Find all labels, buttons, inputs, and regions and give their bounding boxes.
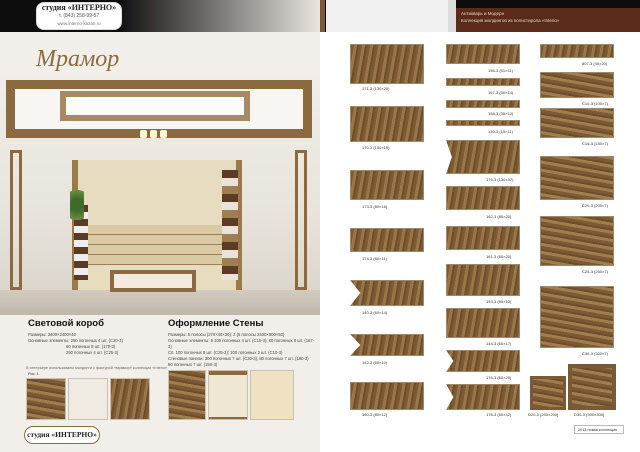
- product-label: 176-3 (60×29): [486, 375, 512, 380]
- header-separator: [448, 0, 456, 32]
- product-tile[interactable]: [446, 186, 520, 210]
- figure-label: Рис. 1: [28, 372, 39, 376]
- thumbnail-marble[interactable]: [250, 370, 294, 420]
- floor: [0, 290, 320, 315]
- product-label: D20-3 (200×200): [528, 412, 559, 417]
- bullet-item: 60 погонных 8 шт. (170-3): [66, 344, 116, 349]
- bullet-item: Размеры: 5 полосы (270×40×30); 2 (5 полосы 2400×900×50): [168, 332, 285, 337]
- lamp: [140, 130, 147, 138]
- product-label: 158-3 (35×10): [488, 111, 514, 116]
- product-tile[interactable]: [568, 364, 616, 410]
- product-label: C20-3 (200×7): [582, 203, 608, 208]
- header-logo[interactable]: [36, 2, 122, 30]
- lamp: [150, 130, 157, 138]
- product-label: 161-3 (60×20): [486, 254, 512, 259]
- product-label: C15-3 (150×7): [582, 141, 608, 146]
- bullet-item: 90 погонных 7 шт. (150-3): [168, 362, 218, 367]
- section-title-light-box: Световой короб: [28, 318, 104, 329]
- collection-note-line-1: Антикварь и Модерн: [461, 11, 505, 16]
- bullet-item: 250 погонных 4 шт. (C25-3): [66, 350, 119, 355]
- product-label: 807-3 (40×20): [582, 61, 608, 66]
- side-panel-left: [10, 150, 22, 290]
- product-tile[interactable]: [530, 376, 566, 410]
- console-table: [110, 270, 196, 292]
- collection-note: [456, 8, 640, 32]
- logo-phone: т. (843) 258-99-57: [58, 13, 100, 19]
- bullet-item: Размеры: 3400×2400×40: [28, 332, 76, 337]
- product-tile[interactable]: [540, 44, 614, 58]
- product-tile[interactable]: [446, 384, 520, 410]
- wall-moldings: [78, 225, 236, 265]
- mosaic-column-right: [222, 170, 238, 280]
- figure-note: В интерьере использованы молдинги с фактурой «мрамор» коллекции «Interio»: [26, 366, 168, 370]
- thumbnail-panel[interactable]: [208, 370, 248, 420]
- product-tile[interactable]: [446, 308, 520, 338]
- product-tile[interactable]: [540, 108, 614, 138]
- collection-note-line-2: Коллекция молдингов из полистирола «Interio»: [461, 18, 560, 23]
- product-tile[interactable]: [350, 280, 424, 306]
- product-tile[interactable]: [540, 216, 614, 266]
- bottom-logo[interactable]: студия «ИНТЕРНО»: [24, 426, 100, 444]
- thumbnail-molding[interactable]: [110, 378, 150, 420]
- thumbnail-wall-detail[interactable]: [168, 370, 206, 420]
- side-panel-right: [295, 150, 307, 290]
- bullet-item: Основные элементы: 250 погонных 4 шт. (C20-3): [28, 338, 123, 343]
- product-label: 153-3 (95×10): [486, 299, 512, 304]
- page-title: Мрамор: [36, 46, 120, 72]
- logo-name: студия «ИНТЕРНО»: [41, 3, 117, 12]
- product-label: C25-3 (250×7): [582, 269, 608, 274]
- bullet-item: Стеновые панели: 300 погонных 7 шт. (C30-3); 80 погонных 7 шт. (180-3): [168, 356, 309, 361]
- product-tile[interactable]: [540, 286, 614, 348]
- thumbnail-corner[interactable]: [26, 378, 66, 420]
- section-title-wall: Оформление Стены: [168, 318, 264, 329]
- product-tile[interactable]: [446, 350, 520, 372]
- room-photo: [0, 75, 320, 315]
- product-tile[interactable]: [446, 226, 520, 250]
- header-grey-block: [326, 0, 456, 32]
- product-tile[interactable]: [350, 228, 424, 252]
- product-label: 162-3 (80×20): [486, 214, 512, 219]
- thumbnail-profile[interactable]: [68, 378, 108, 420]
- product-label: 157-3 (50×14): [488, 90, 514, 95]
- bullet-item: Сп. 100 погонных 8 шт. (C25-3); 100 погонных 2 шт. (C10-3): [168, 350, 283, 355]
- product-label: 170-3 (100×19): [362, 145, 390, 150]
- bullet-list-wall: [168, 332, 316, 368]
- product-label: C10-3 (100×7): [582, 101, 608, 106]
- product-tile[interactable]: [446, 120, 520, 126]
- product-label: C30-3 (300×7): [582, 351, 608, 356]
- logo-site[interactable]: www.interno-kazan.ru: [57, 21, 101, 26]
- product-tile[interactable]: [446, 78, 520, 86]
- ceiling-light-box: [60, 91, 250, 121]
- product-label: 174-3 (60×11): [362, 256, 387, 261]
- product-label: 173-3 (80×16): [362, 204, 388, 209]
- lamp: [160, 130, 167, 138]
- collection-footer-tag: 2013 новая коллекция: [574, 425, 624, 434]
- product-tile[interactable]: [446, 100, 520, 108]
- bullet-item: Основные элементы: 5 100 погонных 4 шт. (C10-3); 80 погонных 8 шт. (167-3): [168, 338, 315, 349]
- product-label: D30-3 (300×300): [574, 412, 605, 417]
- product-label: 130-3 (15×11): [488, 129, 513, 134]
- product-tile[interactable]: [350, 106, 424, 142]
- product-tile[interactable]: [446, 264, 520, 296]
- product-label: 144-3 (60×17): [486, 341, 512, 346]
- product-tile[interactable]: [350, 334, 424, 356]
- plant: [70, 185, 84, 225]
- brand-strip: [320, 0, 325, 32]
- product-label: 160-3 (80×12): [362, 412, 388, 417]
- header-gradient: [120, 0, 320, 32]
- product-label: 179-3 (130×37): [486, 177, 514, 182]
- product-tile[interactable]: [540, 72, 614, 98]
- product-tile[interactable]: [446, 44, 520, 64]
- product-tile[interactable]: [350, 44, 424, 84]
- product-tile[interactable]: [446, 140, 520, 174]
- bullet-list-light-box: [28, 332, 148, 356]
- product-label: 171-3 (130×20): [362, 86, 390, 91]
- product-label: 178-3 (60×42): [486, 412, 512, 417]
- product-label: 156-3 (51×11): [488, 68, 513, 73]
- product-tile[interactable]: [540, 156, 614, 200]
- product-tile[interactable]: [350, 170, 424, 200]
- product-label: 140-3 (60×14): [362, 310, 388, 315]
- product-tile[interactable]: [350, 382, 424, 410]
- product-label: 142-3 (60×10): [362, 360, 388, 365]
